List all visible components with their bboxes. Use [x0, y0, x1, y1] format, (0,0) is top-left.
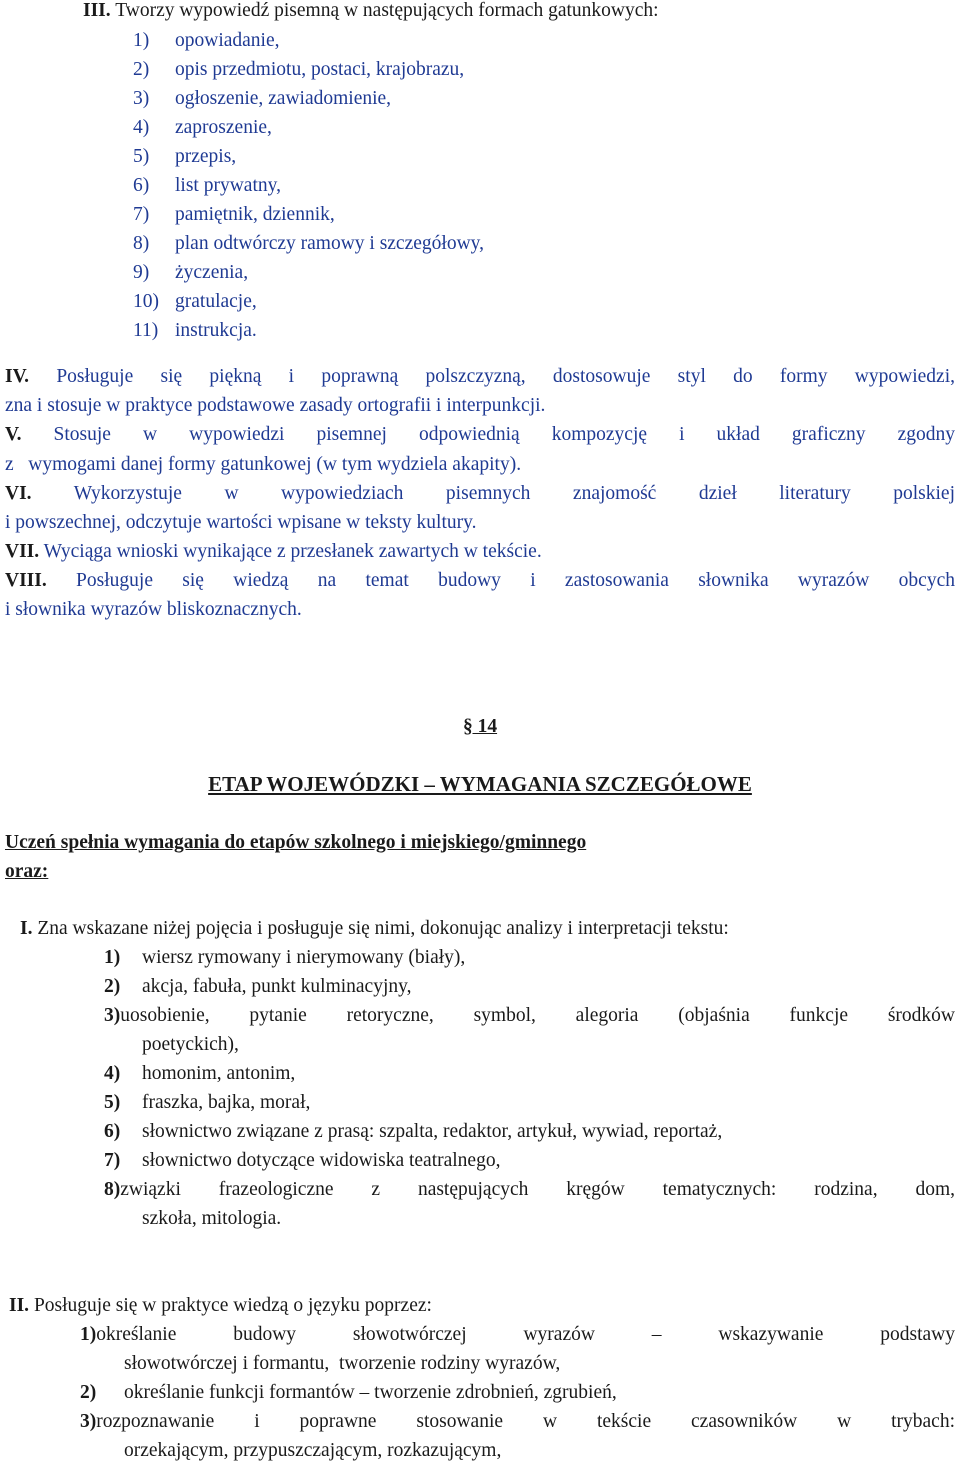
list-item-continuation: szkoła, mitologia.: [142, 1208, 282, 1229]
item-text: życzenia,: [175, 262, 249, 283]
item-num: 3): [104, 1005, 121, 1026]
section-4-line-2: zna i stosuje w praktyce podstawowe zasady ortografii i interpunkcji.: [5, 395, 546, 416]
item-num: 5): [104, 1092, 121, 1113]
list-item: [104, 1146, 500, 1175]
list-item: [133, 258, 248, 287]
list-item: [133, 55, 464, 84]
section-3-label: III.: [83, 0, 111, 21]
list-item: [104, 1059, 295, 1088]
item-num: 1): [133, 30, 150, 51]
list-item: [104, 1175, 955, 1204]
part-1-heading-text: Zna wskazane niżej pojęcia i posługuje się nimi, dokonując analizy i interpretacji tekstu:: [37, 918, 729, 939]
item-num: 3): [80, 1411, 97, 1432]
item-num: 10): [133, 291, 159, 312]
item-num: 8): [104, 1179, 121, 1200]
subtitle-line-1: Uczeń spełnia wymagania do etapów szkolnego i miejskiego/gminnego: [5, 832, 587, 853]
item-num: 1): [104, 947, 121, 968]
item-num: 11): [133, 320, 159, 341]
item-text: ogłoszenie, zawiadomienie,: [175, 88, 392, 109]
section-6-line-2: i powszechnej, odczytuje wartości wpisane w teksty kultury.: [5, 512, 477, 533]
item-num: 2): [133, 59, 150, 80]
list-item: [104, 972, 412, 1001]
list-item: [133, 200, 335, 229]
item-text: związki frazeologiczne z następujących kręgów tematycznych: rodzina, dom,: [120, 1179, 955, 1200]
section-7-line-1: [5, 537, 542, 566]
section-6-label: VI.: [5, 483, 32, 504]
list-item: [133, 229, 484, 258]
section-3-heading: [83, 0, 659, 25]
item-num: 2): [104, 976, 121, 997]
item-text: opis przedmiotu, postaci, krajobrazu,: [175, 59, 465, 80]
item-text: akcja, fabuła, punkt kulminacyjny,: [142, 976, 412, 997]
item-text: uosobienie, pytanie retoryczne, symbol, alegoria (objaśnia funkcje środków: [120, 1005, 955, 1026]
part-2-label: II.: [9, 1295, 30, 1316]
item-text: przepis,: [175, 146, 237, 167]
item-num: 1): [80, 1324, 97, 1345]
part-2-heading-text: Posługuje się w praktyce wiedzą o języku poprzez:: [33, 1295, 432, 1316]
item-num: 4): [133, 117, 150, 138]
section-6-line-1: [5, 479, 955, 508]
item-num: 5): [133, 146, 150, 167]
item-text: fraszka, bajka, morał,: [142, 1092, 311, 1113]
item-num: 2): [80, 1382, 97, 1403]
item-text: wiersz rymowany i nierymowany (biały),: [142, 947, 466, 968]
item-text: pamiętnik, dziennik,: [175, 204, 335, 225]
list-item: [133, 287, 257, 316]
part-1-label: I.: [20, 918, 33, 939]
list-item-continuation: słowotwórczej i formantu, tworzenie rodziny wyrazów,: [124, 1353, 561, 1374]
subtitle-line-2: oraz:: [5, 861, 49, 882]
item-num: 6): [104, 1121, 121, 1142]
list-item: [133, 26, 280, 55]
item-text: określanie budowy słowotwórczej wyrazów – wskazywanie podstawy: [96, 1324, 955, 1345]
paragraph-mark: § 14: [462, 716, 498, 737]
item-text: plan odtwórczy ramowy i szczegółowy,: [175, 233, 485, 254]
section-6-text: Wykorzystuje w wypowiedziach pisemnych znajomość dzieł literatury polskiej: [73, 483, 955, 504]
list-item: [80, 1378, 617, 1407]
section-7-text: Wyciąga wnioski wynikające z przesłanek zawartych w tekście.: [43, 541, 542, 562]
list-item: [104, 1117, 722, 1146]
section-8-text: Posługuje się wiedzą na temat budowy i zastosowania słownika wyrazów obcych: [76, 570, 955, 591]
item-text: list prywatny,: [175, 175, 281, 196]
section-7-label: VII.: [5, 541, 40, 562]
list-item: [80, 1320, 955, 1349]
list-item: [133, 84, 391, 113]
section-4-text: Posługuje się piękną i poprawną polszczyzną, dostosowuje styl do formy wypowiedzi,: [56, 366, 955, 387]
section-5-line-1: [5, 420, 955, 449]
item-num: 8): [133, 233, 150, 254]
item-text: określanie funkcji formantów – tworzenie zdrobnień, zgrubień,: [124, 1382, 617, 1403]
item-num: 6): [133, 175, 150, 196]
section-3-heading-text: Tworzy wypowiedź pisemną w następujących formach gatunkowych:: [115, 0, 659, 21]
item-num: 3): [133, 88, 150, 109]
list-item: [133, 316, 257, 345]
section-5-text: Stosuje w wypowiedzi pisemnej odpowiednią kompozycję i układ graficzny zgodny: [53, 424, 956, 445]
section-5-label: V.: [5, 424, 22, 445]
item-text: opowiadanie,: [175, 30, 280, 51]
part-2-heading: [9, 1291, 432, 1320]
item-text: rozpoznawanie i poprawne stosowanie w tekście czasowników w trybach:: [96, 1411, 955, 1432]
item-text: gratulacje,: [175, 291, 257, 312]
item-text: instrukcja.: [175, 320, 257, 341]
item-text: zaproszenie,: [175, 117, 272, 138]
list-item: [133, 113, 272, 142]
list-item: [104, 1088, 310, 1117]
section-5-line-2: z wymogami danej formy gatunkowej (w tym wydziela akapity).: [5, 454, 522, 475]
list-item: [133, 142, 236, 171]
part-1-heading: [20, 914, 729, 943]
section-4-line-1: [5, 362, 955, 391]
section-8-label: VIII.: [5, 570, 47, 591]
list-item: [104, 943, 465, 972]
section-8-line-2: i słownika wyrazów bliskoznacznych.: [5, 599, 302, 620]
section-4-label: IV.: [5, 366, 30, 387]
item-num: 7): [104, 1150, 121, 1171]
list-item: [80, 1407, 955, 1436]
item-text: słownictwo związane z prasą: szpalta, redaktor, artykuł, wywiad, reportaż,: [142, 1121, 723, 1142]
item-num: 7): [133, 204, 150, 225]
item-text: homonim, antonim,: [142, 1063, 296, 1084]
list-item: [133, 171, 281, 200]
item-num: 9): [133, 262, 150, 283]
list-item-continuation: orzekającym, przypuszczającym, rozkazującym,: [124, 1440, 502, 1461]
section-8-line-1: [5, 566, 955, 595]
item-num: 4): [104, 1063, 121, 1084]
item-text: słownictwo dotyczące widowiska teatralnego,: [142, 1150, 501, 1171]
list-item: [104, 1001, 955, 1030]
page-title: ETAP WOJEWÓDZKI – WYMAGANIA SZCZEGÓŁOWE: [208, 772, 752, 796]
list-item-continuation: poetyckich),: [142, 1034, 239, 1055]
